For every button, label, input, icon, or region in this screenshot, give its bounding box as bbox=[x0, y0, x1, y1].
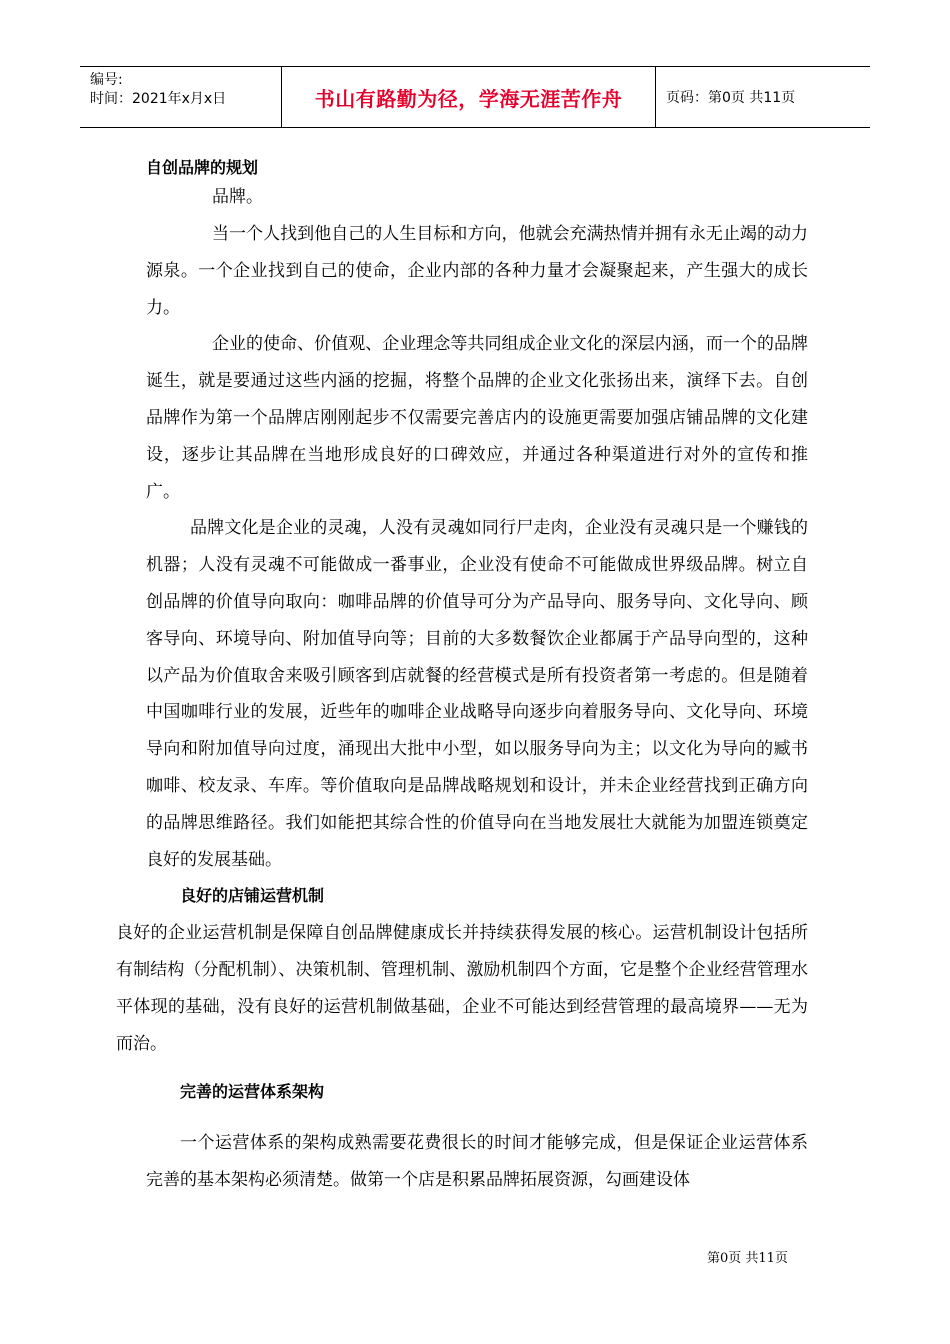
header-motto: 书山有路勤为径，学海无涯苦作舟 bbox=[282, 67, 656, 127]
header-page-info: 页码：第0页 共11页 bbox=[666, 90, 796, 106]
header-meta bbox=[80, 67, 282, 127]
paragraph-2: 当一个人找到他自己的人生目标和方向，他就会充满热情并拥有永无止竭的动力源泉。一个企业找到自己的使命，企业内部的各种力量才会凝聚起来，产生强大的成长力。 bbox=[146, 224, 808, 318]
paragraph-5: 良好的企业运营机制是保障自创品牌健康成长并持续获得发展的核心。运营机制设计包括所有制结构（分配机制）、决策机制、管理机制、激励机制四个方面，它是整个企业经营管理水平体现的基础，没有良好的运营机制做基础，企业不可能达到经营管理的最高境界——无为而治。 bbox=[116, 923, 808, 1054]
document-title: 自创品牌的规划 bbox=[146, 158, 259, 177]
paragraph-4: 品牌文化是企业的灵魂，人没有灵魂如同行尸走肉，企业没有灵魂只是一个赚钱的机器；人没有灵魂不可能做成一番事业，企业没有使命不可能做成世界级品牌。树立自创品牌的价值导向取向：咖啡品牌的价值导可分为产品导向、服务导向、文化导向、顾客导向、环境导向、附加值导向等；目前的大多数餐饮企业都属于产品导向型的，这种以产品为价值取舍来吸引顾客到店就餐的经营模式是所有投资者第一考虑的。但是随着中国咖啡行业的发展，近些年的咖啡企业战略导向逐步向着服务导向、文化导向、环境导向和附加值导向过度，涌现出大批中小型，如以服务导向为主；以文化为导向的臧书咖啡、校友录、车库。等价值取向是品牌战略规划和设计，并未企业经营找到正确方向的品牌思维路径。我们如能把其综合性的价值导向在当地发展壮大就能为加盟连锁奠定良好的发展基础。 bbox=[146, 518, 808, 870]
paragraph-6: 一个运营体系的架构成熟需要花费很长的时间才能够完成，但是保证企业运营体系完善的基本架构必须清楚。做第一个店是积累品牌拓展资源，勾画建设体 bbox=[146, 1133, 808, 1190]
paragraph-3: 企业的使命、价值观、企业理念等共同组成企业文化的深层内涵，而一个的品牌诞生，就是要通过这些内涵的挖掘，将整个品牌的企业文化张扬出来，演绎下去。自创品牌作为第一个品牌店刚刚起步不仅需要完善店内的设施更需要加强店铺品牌的文化建设，逐步让其品牌在当地形成良好的口碑效应，并通过各种渠道进行对外的宣传和推广。 bbox=[146, 334, 808, 502]
number-label: 编号: bbox=[90, 72, 123, 88]
time-label: 时间：2021年x月x日 bbox=[90, 91, 227, 107]
paragraph-1: 品牌。 bbox=[212, 187, 263, 207]
section-heading-operations: 良好的店铺运营机制 bbox=[180, 886, 325, 906]
header-table bbox=[80, 66, 870, 128]
document-body bbox=[116, 152, 808, 1199]
section-heading-system: 完善的运营体系架构 bbox=[180, 1082, 325, 1102]
page-footer: 第0页 共11页 bbox=[707, 1251, 788, 1266]
